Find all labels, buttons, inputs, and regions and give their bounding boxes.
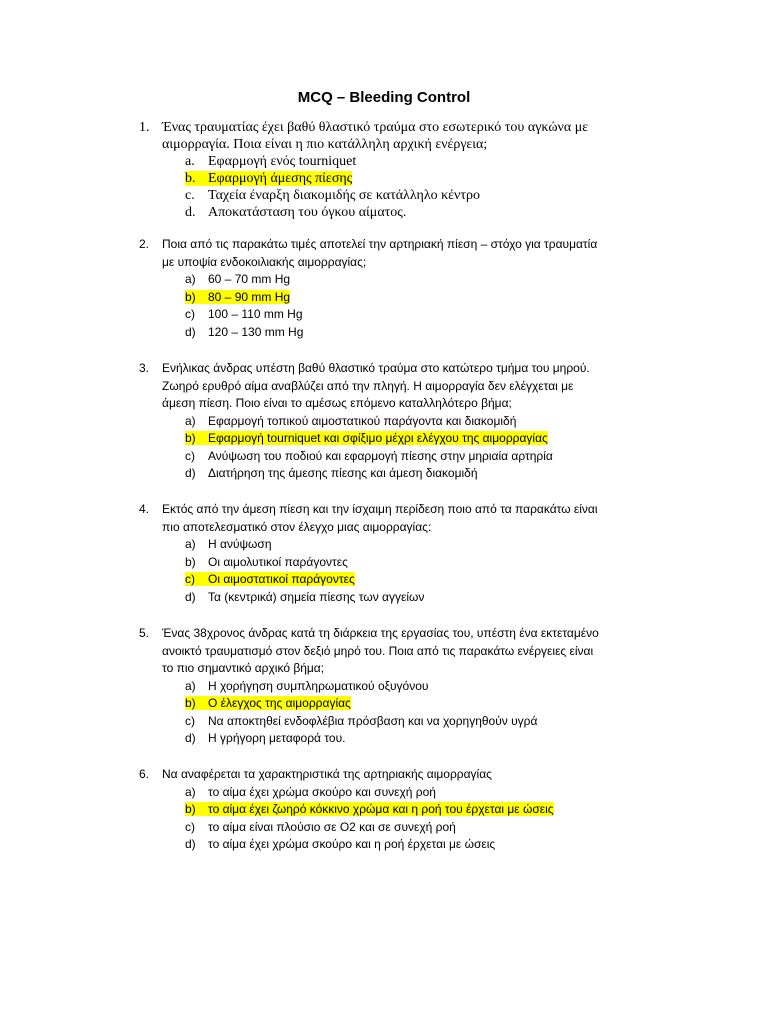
option-letter: b.: [185, 171, 196, 186]
stem-line: Να αναφέρεται τα χαρακτηριστικά της αρτηριακής αιμορραγίας: [162, 767, 492, 781]
stem-line: άμεση πίεση. Ποιο είναι το αμέσως επόμενο καταλληλότερο βήμα;: [162, 396, 512, 410]
answer-highlight: [185, 431, 548, 445]
option-letter: b): [185, 554, 196, 569]
option-letter: d): [185, 731, 196, 745]
answer-option: [185, 465, 478, 483]
answer-option: [185, 713, 537, 731]
option-letter: a): [185, 678, 196, 693]
option-text: Εφαρμογή ενός tourniquet: [208, 154, 357, 169]
question-number: 6.: [139, 767, 150, 781]
option-text: το αίμα έχει χρώμα σκούρο και η ροή έρχεται με ώσεις: [208, 837, 496, 851]
option-text: Η χορήγηση συμπληρωματικού οξυγόνου: [208, 678, 429, 693]
answer-option: [185, 271, 290, 289]
question-number: 3.: [139, 361, 150, 375]
option-text: 100 – 110 mm Hg: [208, 307, 303, 321]
option-text: Η γρήγορη μεταφορά του.: [208, 731, 346, 745]
correct-answer-text: 80 – 90 mm Hg: [208, 289, 291, 304]
answer-option: [185, 153, 356, 170]
answer-highlight: [185, 696, 351, 710]
answer-highlight: [185, 802, 554, 816]
correct-answer-text: Οι αιμοστατικοί παράγοντες: [208, 572, 355, 586]
answer-highlight: [185, 290, 290, 304]
question-stem: [162, 766, 662, 784]
option-letter: d): [185, 324, 196, 339]
option-letter: c): [185, 713, 195, 728]
answer-option: [185, 589, 424, 607]
option-letter: c): [185, 819, 195, 834]
option-text: Να αποκτηθεί ενδοφλέβια πρόσβαση και να χορηγηθούν υγρά: [208, 713, 538, 728]
answer-option: [185, 784, 436, 802]
option-letter: b): [185, 802, 196, 816]
option-letter: a): [185, 272, 196, 286]
answer-option: [185, 448, 553, 466]
option-letter: c): [185, 307, 195, 321]
stem-line: Ποια από τις παρακάτω τιμές αποτελεί την αρτηριακή πίεση – στόχο για τραυματία: [162, 237, 598, 251]
option-text: Ανύψωση του ποδιού και εφαρμογή πίεσης στην μηριαία αρτηρία: [208, 448, 553, 463]
option-letter: a): [185, 413, 196, 428]
question-stem: [162, 236, 662, 271]
answer-option: [185, 819, 456, 837]
correct-answer-text: Εφαρμογή tourniquet και σφίξιμο μέχρι ελέγχου της αιμορραγίας: [208, 431, 548, 445]
stem-line: Ένας 38χρονος άνδρας κατά τη διάρκεια της εργασίας του, υπέστη ένα εκτεταμένο: [162, 626, 599, 640]
option-text: Διατήρηση της άμεσης πίεσης και άμεση διακομιδή: [208, 466, 478, 480]
answer-highlight: [185, 171, 352, 186]
answer-option: [185, 306, 303, 324]
option-text: το αίμα είναι πλούσιο σε Ο2 και σε συνεχή ροή: [208, 819, 456, 834]
answer-option: [185, 801, 554, 819]
question-stem: [162, 501, 662, 536]
option-text: Εφαρμογή τοπικού αιμοστατικού παράγοντα και διακομιδή: [208, 413, 517, 428]
option-text: το αίμα έχει χρώμα σκούρο και συνεχή ροή: [208, 784, 436, 799]
answer-option: [185, 554, 348, 572]
question-number: 4.: [139, 502, 150, 516]
option-letter: c): [185, 572, 195, 586]
option-letter: a): [185, 537, 196, 551]
stem-line: το πιο σημαντικό αρχικό βήμα;: [162, 661, 325, 675]
answer-option: [185, 413, 516, 431]
option-letter: a.: [185, 154, 195, 169]
question-stem: [162, 119, 662, 153]
question-stem: [162, 625, 662, 678]
option-letter: d): [185, 466, 196, 480]
option-text: Η ανύψωση: [208, 537, 272, 551]
stem-line: Ένας τραυματίας έχει βαθύ θλαστικό τραύμα στο εσωτερικό του αγκώνα με: [162, 120, 589, 135]
option-text: Αποκατάσταση του όγκου αίματος.: [208, 205, 407, 220]
correct-answer-text: το αίμα έχει ζωηρό κόκκινο χρώμα και η ροή του έρχεται με ώσεις: [208, 802, 554, 816]
option-text: Τα (κεντρικά) σημεία πίεσης των αγγείων: [208, 589, 425, 604]
stem-line: αιμορραγία. Ποια είναι η πιο κατάλληλη αρχική ενέργεια;: [162, 137, 488, 152]
answer-option: [185, 730, 345, 748]
option-letter: b): [185, 289, 196, 304]
answer-option: [185, 836, 495, 854]
stem-line: με υποψία ενδοκοιλιακής αιμορραγίας;: [162, 254, 367, 269]
answer-option: [185, 324, 303, 342]
option-text: 60 – 70 mm Hg: [208, 272, 291, 286]
option-letter: b): [185, 696, 196, 710]
question-number: 5.: [139, 626, 150, 640]
correct-answer-text: Εφαρμογή άμεσης πίεσης: [208, 171, 353, 186]
stem-line: Ζωηρό ερυθρό αίμα αναβλύζει από την πληγή. Η αιμορραγία δεν ελέγχεται με: [162, 378, 574, 393]
stem-line: ανοικτό τραυματισμό στον δεξιό μηρό του. Ποια από τις παρακάτω ενέργειες είναι: [162, 643, 594, 658]
question-stem: [162, 360, 662, 413]
option-text: Ταχεία έναρξη διακομιδής σε κατάλληλο κέντρο: [208, 188, 480, 203]
answer-highlight: [185, 572, 355, 586]
answer-option: [185, 289, 290, 307]
stem-line: Εκτός από την άμεση πίεση και την ίσχαιμη περίδεση ποιο από τα παρακάτω είναι: [162, 502, 598, 516]
correct-answer-text: Ο έλεγχος της αιμορραγίας: [208, 696, 351, 710]
option-text: 120 – 130 mm Hg: [208, 324, 304, 339]
option-letter: c.: [185, 188, 195, 203]
option-letter: b): [185, 431, 196, 445]
answer-option: [185, 678, 428, 696]
option-letter: d.: [185, 205, 196, 220]
answer-option: [185, 204, 406, 221]
page-title: MCQ – Bleeding Control: [297, 89, 471, 106]
option-letter: c): [185, 448, 195, 463]
stem-line: Ενήλικας άνδρας υπέστη βαθύ θλαστικό τραύμα στο κατώτερο τμήμα του μηρού.: [162, 361, 590, 375]
answer-option: [185, 695, 351, 713]
option-letter: d): [185, 837, 196, 851]
answer-option: [185, 536, 272, 554]
answer-option: [185, 571, 355, 589]
option-text: Οι αιμολυτικοί παράγοντες: [208, 554, 348, 569]
answer-option: [185, 187, 480, 204]
question-number: 1.: [139, 120, 150, 135]
question-number: 2.: [139, 237, 150, 251]
answer-option: [185, 430, 548, 448]
answer-option: [185, 170, 352, 187]
option-letter: d): [185, 589, 196, 604]
stem-line: πιο αποτελεσματικό στον έλεγχο μιας αιμορραγίας:: [162, 519, 432, 534]
option-letter: a): [185, 784, 196, 799]
